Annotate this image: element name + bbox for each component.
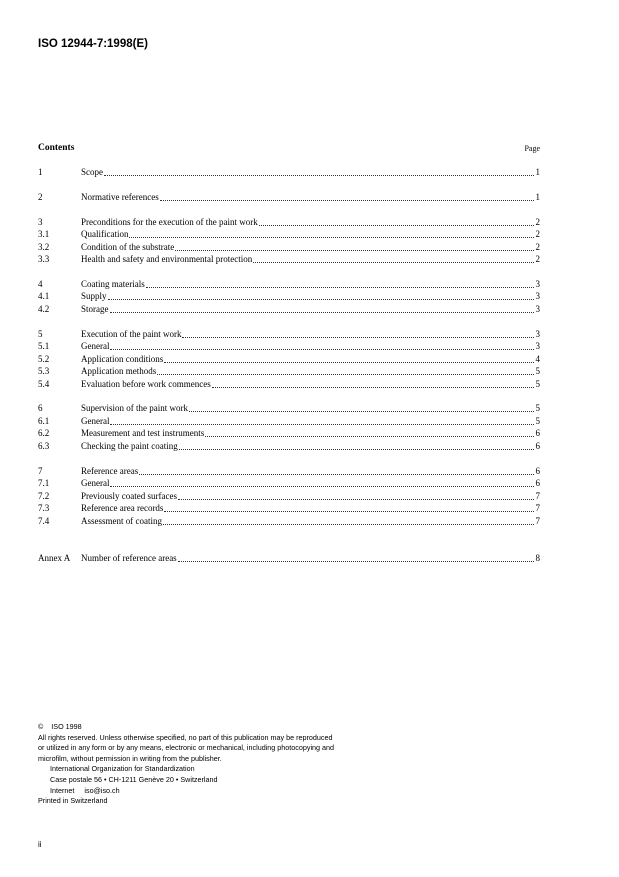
toc-entry[interactable]	[38, 278, 540, 291]
org-address: Case postale 56 • CH-1211 Genève 20 • Switzerland	[50, 774, 218, 784]
toc-entry[interactable]	[38, 515, 540, 528]
toc-entry[interactable]	[38, 465, 540, 478]
toc-entry-page: 8	[535, 553, 540, 564]
toc-entry-number: 7.1	[38, 478, 50, 489]
toc-entry[interactable]	[38, 216, 540, 229]
toc-entry-title: Scope	[81, 167, 103, 177]
toc-entry[interactable]	[38, 166, 540, 179]
toc-entry-number: 5.3	[38, 366, 50, 377]
toc-dot-leader	[110, 415, 534, 425]
copyright-notice-2: or utilized in any form or by any means, electronic or mechanical, including photocopying and	[38, 743, 335, 753]
toc-entry-page: 2	[535, 241, 540, 252]
internet-label: Internet	[50, 785, 75, 795]
toc-dot-leader	[110, 477, 534, 487]
toc-entry-page: 6	[535, 440, 540, 451]
toc-entry-page: 4	[535, 353, 540, 364]
toc-entry[interactable]	[38, 290, 540, 303]
toc-dot-leader	[160, 191, 534, 201]
toc-entry-title: Qualification	[81, 229, 129, 240]
toc-entry-page: 2	[535, 216, 540, 227]
toc-entry-number: 3.1	[38, 229, 50, 240]
toc-entry-title: Normative references	[81, 191, 159, 202]
toc-dot-leader	[189, 402, 534, 412]
toc-entry-number: 5.2	[38, 353, 50, 364]
internet-line	[38, 786, 398, 797]
toc-entry[interactable]	[38, 427, 540, 440]
toc-dot-leader	[178, 552, 534, 562]
page-column-label: Page	[524, 144, 540, 153]
toc-dot-leader	[163, 515, 534, 525]
toc-entry-title: Previously coated surfaces	[81, 490, 177, 501]
toc-entry[interactable]	[38, 490, 540, 503]
toc-entry-title: Measurement and test instruments	[81, 428, 205, 439]
toc-entry[interactable]	[38, 353, 540, 366]
toc-entry[interactable]	[38, 378, 540, 391]
copyright-notice-3: microfilm, without permission in writing from the publisher.	[38, 753, 222, 763]
toc-entry-page: 3	[535, 291, 540, 302]
toc-entry-page: 6	[535, 478, 540, 489]
toc-entry-page: 6	[535, 465, 540, 476]
toc-dot-leader	[157, 365, 534, 375]
toc-entry-title: Supply	[81, 291, 107, 302]
toc-entry-title: Assessment of coating	[81, 515, 162, 526]
toc-dot-leader	[110, 340, 534, 350]
toc-dot-leader	[164, 502, 534, 512]
toc-entry[interactable]	[38, 365, 540, 378]
toc-entry-title: Number of reference areas	[81, 553, 177, 564]
toc-entry-number: 5.1	[38, 341, 50, 352]
toc-entry-title: Evaluation before work commences	[81, 378, 211, 389]
toc-entry-page: 5	[535, 415, 540, 426]
toc-entry-number: 7.4	[38, 515, 50, 526]
printed-in: Printed in Switzerland	[38, 796, 108, 806]
toc-entry-number: 4	[38, 278, 43, 289]
toc-dot-leader	[104, 166, 534, 176]
toc-dot-leader	[108, 290, 534, 300]
copyright-block	[38, 722, 398, 807]
toc-spacer	[38, 266, 540, 278]
toc-entry[interactable]	[38, 241, 540, 254]
toc-spacer	[38, 315, 540, 327]
toc-entry-title: General	[81, 415, 110, 426]
toc-entry-page: 3	[535, 303, 540, 314]
toc-entry-number: 4.2	[38, 303, 50, 314]
toc-entry-page: 5	[535, 366, 540, 377]
contents-title: Contents	[38, 143, 75, 153]
toc-dot-leader	[139, 465, 534, 475]
toc-dot-leader	[178, 490, 534, 500]
toc-entry[interactable]	[38, 502, 540, 515]
toc-entry-number: Annex A	[38, 553, 71, 564]
toc-entry-page: 7	[535, 503, 540, 514]
toc-entry-page: 3	[535, 278, 540, 289]
toc-entry-title: Execution of the paint work	[81, 328, 182, 339]
toc-entry-number: 5	[38, 328, 43, 339]
toc-entry-number: 4.1	[38, 291, 50, 302]
toc-entry-page: 2	[535, 254, 540, 265]
toc-entry-title: Checking the paint coating	[81, 440, 178, 451]
toc-entry-title: Preconditions for the execution of the paint work	[81, 216, 258, 227]
toc-dot-leader	[259, 216, 534, 226]
toc-entry-number: 6.2	[38, 428, 50, 439]
toc-dot-leader	[164, 353, 534, 363]
toc-entry-page: 6	[535, 428, 540, 439]
toc-entry-page: 2	[535, 229, 540, 240]
toc-entry-title: Application methods	[81, 366, 157, 377]
toc-spacer	[38, 179, 540, 191]
toc-entry[interactable]	[38, 191, 540, 204]
toc-dot-leader	[212, 378, 534, 388]
toc-spacer	[38, 452, 540, 464]
toc-entry-number: 3	[38, 216, 43, 227]
toc-entry[interactable]	[38, 340, 540, 353]
toc-entry[interactable]	[38, 328, 540, 341]
toc-entry[interactable]	[38, 440, 540, 453]
toc-entry-page: 7	[535, 490, 540, 501]
table-of-contents	[38, 166, 540, 565]
toc-entry-title: Health and safety and environmental protection	[81, 254, 253, 265]
toc-entry-number: 3.2	[38, 241, 50, 252]
copyright-year: ISO 1998	[51, 722, 82, 731]
page-number: ii	[38, 840, 42, 849]
internet-email-link[interactable]: iso@iso.ch	[84, 785, 120, 795]
toc-dot-leader	[129, 228, 534, 238]
toc-entry-title: Reference areas	[81, 465, 139, 476]
toc-dot-leader	[146, 278, 534, 288]
toc-dot-leader	[253, 253, 534, 263]
toc-entry-number: 7.3	[38, 503, 50, 514]
org-name: International Organization for Standardization	[50, 764, 195, 774]
toc-entry-title: Reference area records	[81, 503, 164, 514]
toc-spacer	[38, 527, 540, 552]
toc-entry-number: 6.3	[38, 440, 50, 451]
toc-entry[interactable]	[38, 303, 540, 316]
toc-entry-number: 5.4	[38, 378, 50, 389]
toc-entry-page: 3	[535, 341, 540, 352]
toc-dot-leader	[175, 241, 534, 251]
copyright-symbol: ©	[38, 722, 44, 731]
toc-entry-title: General	[81, 478, 110, 489]
toc-entry-page: 7	[535, 515, 540, 526]
toc-entry-number: 6	[38, 403, 43, 414]
toc-entry-title: Condition of the substrate	[81, 241, 175, 252]
toc-dot-leader	[179, 440, 534, 450]
toc-spacer	[38, 390, 540, 402]
toc-entry-page: 1	[535, 167, 540, 177]
toc-entry-number: 2	[38, 191, 43, 202]
toc-entry-page: 5	[535, 378, 540, 389]
toc-dot-leader	[110, 303, 535, 313]
toc-entry-title: Supervision of the paint work	[81, 403, 188, 414]
toc-entry[interactable]	[38, 415, 540, 428]
toc-spacer	[38, 203, 540, 215]
toc-entry-number: 7.2	[38, 490, 50, 501]
toc-entry-title: Storage	[81, 303, 109, 314]
toc-entry-number: 7	[38, 465, 43, 476]
copyright-notice-1: All rights reserved. Unless otherwise specified, no part of this publication may be reproduced	[38, 732, 333, 742]
toc-entry-page: 5	[535, 403, 540, 414]
toc-entry[interactable]	[38, 253, 540, 266]
toc-entry[interactable]	[38, 228, 540, 241]
toc-dot-leader	[182, 328, 534, 338]
toc-entry-number: 1	[38, 167, 43, 177]
toc-entry-number: 6.1	[38, 415, 50, 426]
toc-entry[interactable]	[38, 402, 540, 415]
toc-entry-title: Coating materials	[81, 278, 145, 289]
toc-entry[interactable]	[38, 477, 540, 490]
toc-dot-leader	[205, 427, 534, 437]
toc-entry-page: 1	[535, 191, 540, 202]
document-id: ISO 12944-7:1998(E)	[38, 38, 148, 50]
toc-entry-page: 3	[535, 328, 540, 339]
copyright-line	[38, 722, 398, 733]
toc-entry-title: General	[81, 341, 110, 352]
toc-annex-entry[interactable]	[38, 552, 540, 565]
toc-entry-number: 3.3	[38, 254, 50, 265]
toc-entry-title: Application conditions	[81, 353, 164, 364]
